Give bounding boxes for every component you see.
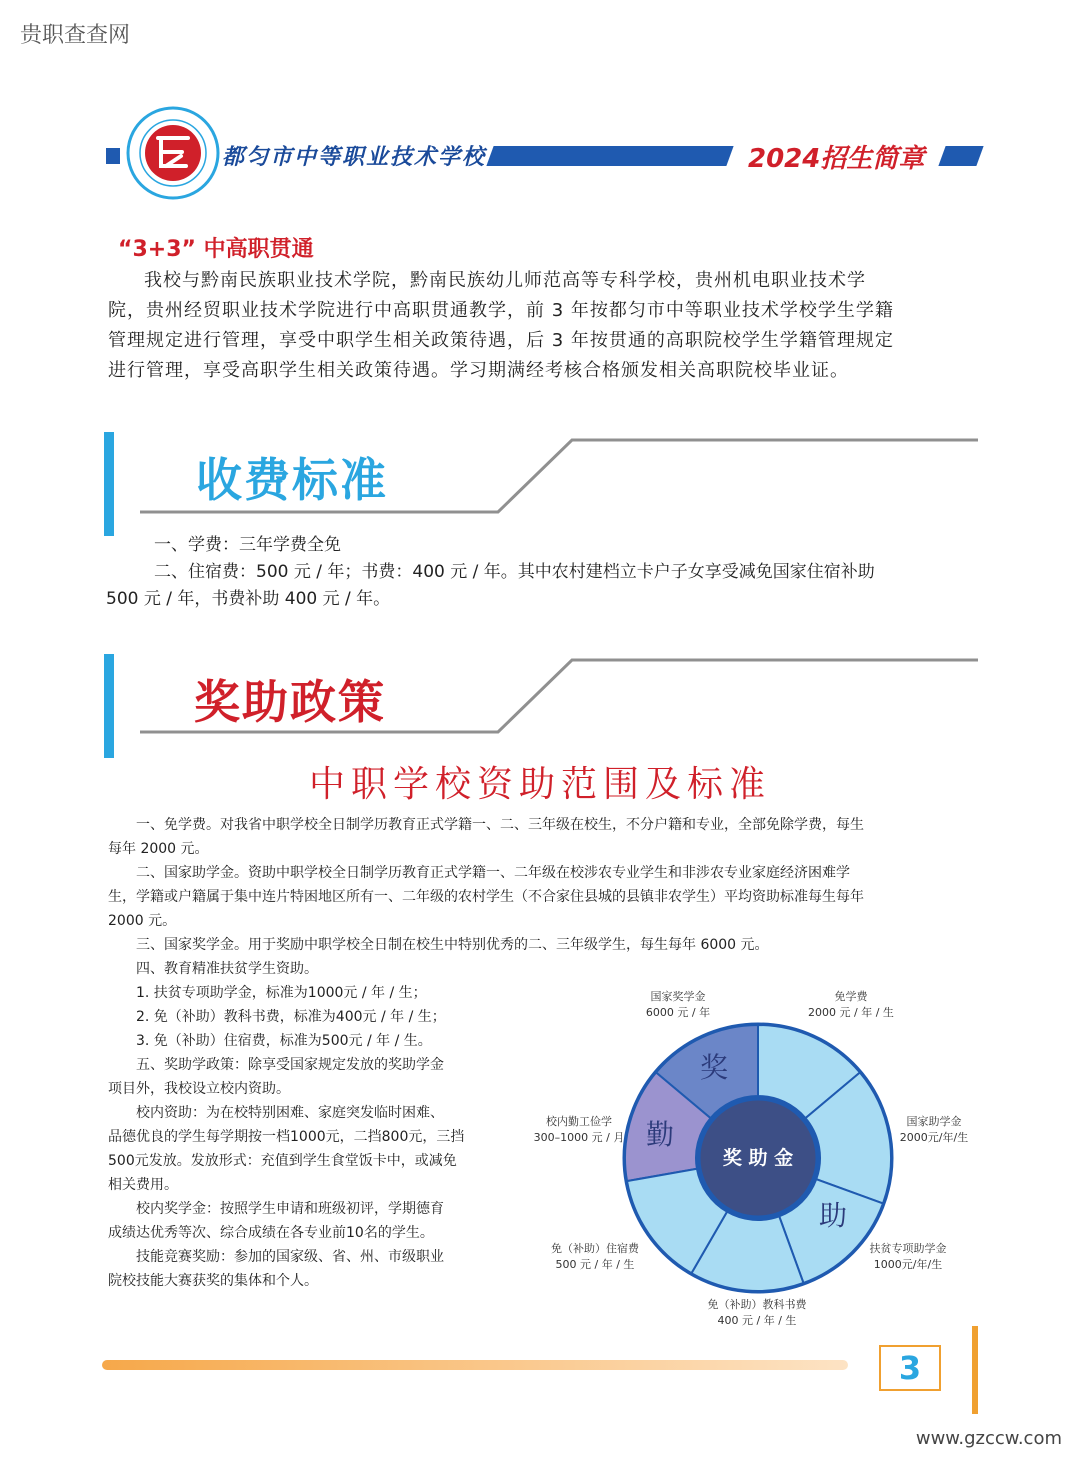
label-jiaoke [694,1297,820,1329]
label-qingong [524,1114,634,1146]
page-number: 3 [879,1345,941,1391]
awards-left-body [108,981,518,1293]
label-fupin-value: 1000元/年/生 [873,1258,943,1271]
awards-left-line: 相关费用。 [108,1177,178,1193]
school-logo [126,106,220,200]
fees-section-bar [104,432,114,536]
fees-body [106,532,986,613]
awards-left-line: 品德优良的学生每学期按一档1000元，二挡800元，三挡 [108,1129,465,1145]
label-guojia-jiang-value: 6000 元 / 年 [645,1006,711,1019]
label-jiaoke-name: 免（补助）教科书费 [707,1298,807,1311]
awards-line: 一、免学费。对我省中职学校全日制学历教育正式学籍一、二、三年级在校生，不分户籍和专业，全部免除学费，每生 [136,817,864,833]
awards-left-line: 2. 免（补助）教科书费，标准为400元 / 年 / 生； [136,1009,446,1025]
awards-subtitle: 中职学校资助范围及标准 [308,764,771,805]
awards-left-line: 校内奖学金：按照学生申请和班级初评，学期德育 [136,1201,444,1217]
awards-left-line: 500元发放。发放形式：充值到学生食堂饭卡中，或减免 [108,1153,457,1169]
label-zhusu-value: 500 元 / 年 / 生 [555,1258,635,1271]
footer-vertical-bar [972,1326,978,1414]
section-333-title: “3+3” 中高职贯通 [118,237,314,262]
awards-heading: 奖助政策 [194,675,386,729]
header-bar-left [106,148,120,164]
site-watermark-top: 贵职查查网 [20,23,131,48]
label-fupin [858,1241,958,1273]
awards-left-line: 五、奖助学政策：除享受国家规定发放的奖助学金 [136,1057,444,1073]
label-qingong-value: 300–1000 元 / 月 [533,1131,625,1144]
awards-section-bar [104,654,114,758]
brochure-title: 2024招生简章 [748,144,925,174]
label-guojia-zhu-name: 国家助学金 [906,1115,962,1128]
awards-left-line: 校内资助：为在校特别困难、家庭突发临时困难、 [136,1105,444,1121]
header-bar-right [938,146,983,166]
awards-left-line: 成绩达优秀等次、综合成绩在各专业前10名的学生。 [108,1225,434,1241]
label-fupin-name: 扶贫专项助学金 [869,1242,947,1255]
fees-heading: 收费标准 [196,453,388,507]
awards-full-body [108,813,988,981]
fees-line: 一、学费：三年学费全免 [154,535,341,555]
awards-line: 三、国家奖学金。用于奖励中职学校全日制在校生中特别优秀的二、三年级学生，每生每年 6000 元。 [136,937,769,953]
section-333-line: 我校与黔南民族职业技术学院，黔南民族幼儿师范高等专科学校，贵州机电职业技术学 [144,270,866,291]
diagram-char-qin: 勤 [645,1118,675,1151]
section-333-line: 院，贵州经贸职业技术学院进行中高职贯通教学，前 3 年按都匀市中等职业技术学校学生学籍 [108,300,894,321]
label-jiaoke-value: 400 元 / 年 / 生 [717,1314,797,1327]
site-watermark-bottom: www.gzccw.com [915,1428,1062,1449]
label-guojia-zhu [890,1114,978,1146]
awards-left-line: 1. 扶贫专项助学金，标准为1000元 / 年 / 生； [136,985,427,1001]
label-mianxue-value: 2000 元 / 年 / 生 [808,1006,894,1019]
label-guojia-zhu-value: 2000元/年/生 [899,1131,969,1144]
label-qingong-name: 校内勤工俭学 [546,1115,612,1128]
header-bar-mid [486,146,733,166]
section-333-line: 管理规定进行管理，享受中职学生相关政策待遇，后 3 年按贯通的高职院校学生学籍管理规定 [108,330,894,351]
awards-left-line: 3. 免（补助）住宿费，标准为500元 / 年 / 生。 [136,1033,432,1049]
awards-line: 生，学籍或户籍属于集中连片特困地区所有一、二年级的农村学生（不合家住县城的县镇非农学生）平均资助标准每生每年 [108,889,864,905]
footer-line [102,1360,848,1370]
label-mianxue [796,989,906,1021]
awards-line: 2000 元。 [108,913,177,929]
awards-line: 二、国家助学金。资助中职学校全日制学历教育正式学籍一、二年级在校涉农专业学生和非涉农专业家庭经济困难学 [136,865,850,881]
label-zhusu-name: 免（补助）住宿费 [551,1242,639,1255]
section-333-line: 进行管理，享受高职学生相关政策待遇。学习期满经考核合格颁发相关高职院校毕业证。 [108,360,849,381]
label-guojia-jiang-name: 国家奖学金 [650,990,706,1003]
label-guojia-jiang [632,989,724,1021]
awards-line: 每年 2000 元。 [108,841,209,857]
awards-line: 四、教育精准扶贫学生资助。 [136,961,318,977]
diagram-center-label: 奖 助 金 [722,1147,794,1169]
aid-diagram [620,1020,896,1296]
label-mianxue-name: 免学费 [834,990,868,1003]
label-zhusu [540,1241,650,1273]
fees-line: 500 元 / 年，书费补助 400 元 / 年。 [106,589,391,609]
awards-left-line: 项目外，我校设立校内资助。 [108,1081,290,1097]
fees-line: 二、住宿费：500 元 / 年；书费：400 元 / 年。其中农村建档立卡户子女享受减免国家住宿补助 [154,562,875,582]
section-333-body [108,266,978,386]
diagram-char-jiang: 奖 [699,1051,729,1084]
awards-left-line: 院校技能大赛获奖的集体和个人。 [108,1273,318,1289]
awards-left-line: 技能竞赛奖励：参加的国家级、省、州、市级职业 [136,1249,444,1265]
school-name: 都匀市中等职业技术学校 [222,145,487,170]
diagram-char-zhu: 助 [818,1199,848,1232]
